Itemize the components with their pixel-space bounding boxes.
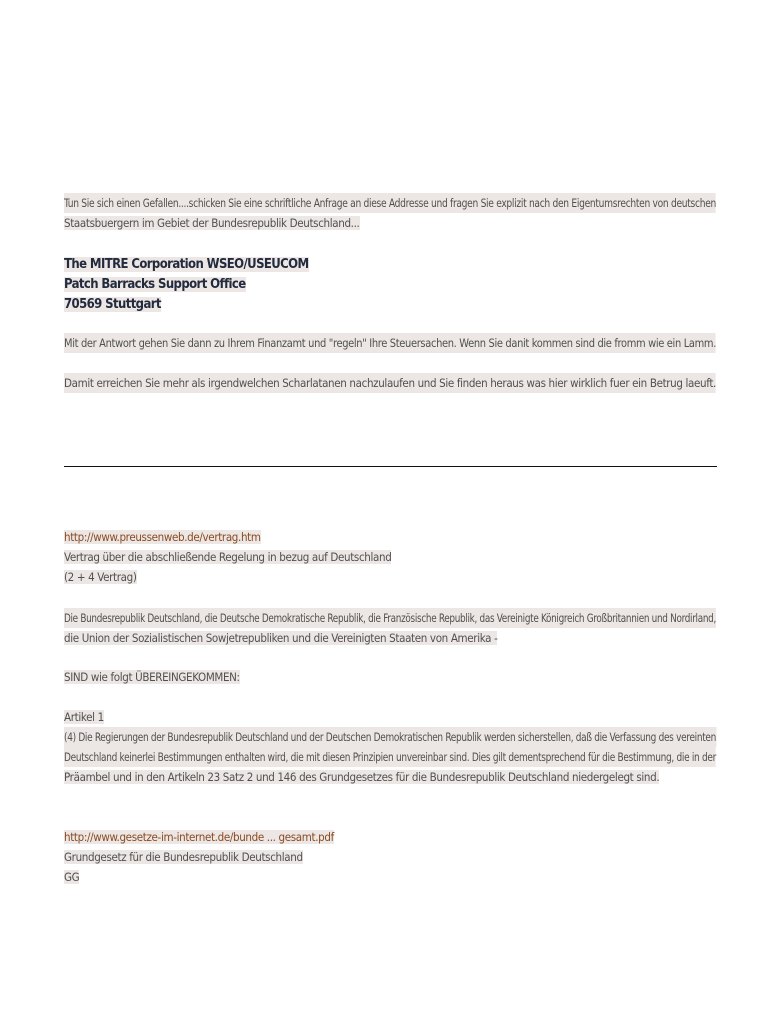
horizontal-divider [64,466,717,467]
intro-paragraph [64,192,714,232]
finanzamt-text: Mit der Antwort gehen Sie dann zu Ihrem Finanzamt und "regeln" Ihre Steuersachen. Wenn Sie danit kommen sind die fromm wie ein Lamm. [64,333,716,353]
treaty-article-1 [64,706,714,786]
scharlatanen-paragraph [64,372,714,392]
finanzamt-paragraph [64,332,714,352]
grundgesetz-abbr: GG [64,870,80,884]
grundgesetz-section [64,826,714,886]
intro-line-1: Tun Sie sich einen Gefallen....schicken Sie eine schriftliche Anfrage an diese Addresse und fragen Sie explizit nach den Eigentumsrechten von deutschen [64,193,716,213]
address-block [64,253,714,313]
treaty-link[interactable]: http://www.preussenweb.de/vertrag.htm [64,530,261,544]
scharlatanen-text: Damit erreichen Sie mehr als irgendwelchen Scharlatanen nachzulaufen und Sie finden heraus was hier wirklich fuer ein Betrug laeuft. [64,373,716,393]
grundgesetz-link[interactable]: http://www.gesetze-im-internet.de/bunde ... gesamt.pdf [64,830,334,844]
article-line-3: Präambel und in den Artikeln 23 Satz 2 und 146 des Grundgesetzes für die Bundesrepublik Deutschland niedergelegt sind. [64,770,660,784]
address-line-1: The MITRE Corporation WSEO/USEUCOM [64,257,309,272]
treaty-agreed-text: SIND wie folgt ÜBEREINGEKOMMEN: [64,670,240,684]
treaty-agreed [64,666,714,686]
article-line-2: Deutschland keinerlei Bestimmungen enthalten wird, die mit diesen Prinzipien unvereinbar sind. Dies gilt dementsprechend für die Bestimmung, die in der [64,747,716,767]
treaty-parties-line-2: die Union der Sozialistischen Sowjetrepubliken und die Vereinigten Staaten von Amerika - [64,631,498,645]
treaty-header [64,526,714,586]
article-line-1: (4) Die Regierungen der Bundesrepublik Deutschland und der Deutschen Demokratischen Republik werden sicherstellen, daß die Verfassung des vereinten [64,727,716,747]
intro-line-2: Staatsbuergern im Gebiet der Bundesrepublik Deutschland... [64,216,360,230]
address-line-3: 70569 Stuttgart [64,297,161,312]
treaty-parties [64,607,714,647]
treaty-subtitle: (2 + 4 Vertrag) [64,570,137,584]
treaty-title: Vertrag über die abschließende Regelung in bezug auf Deutschland [64,550,392,564]
grundgesetz-title: Grundgesetz für die Bundesrepublik Deutschland [64,850,303,864]
article-heading: Artikel 1 [64,710,104,724]
address-line-2: Patch Barracks Support Office [64,277,246,292]
treaty-parties-line-1: Die Bundesrepublik Deutschland, die Deutsche Demokratische Republik, die Französische Republik, das Vereinigte Königreich Großbritannien und Nordirland, [64,608,716,628]
